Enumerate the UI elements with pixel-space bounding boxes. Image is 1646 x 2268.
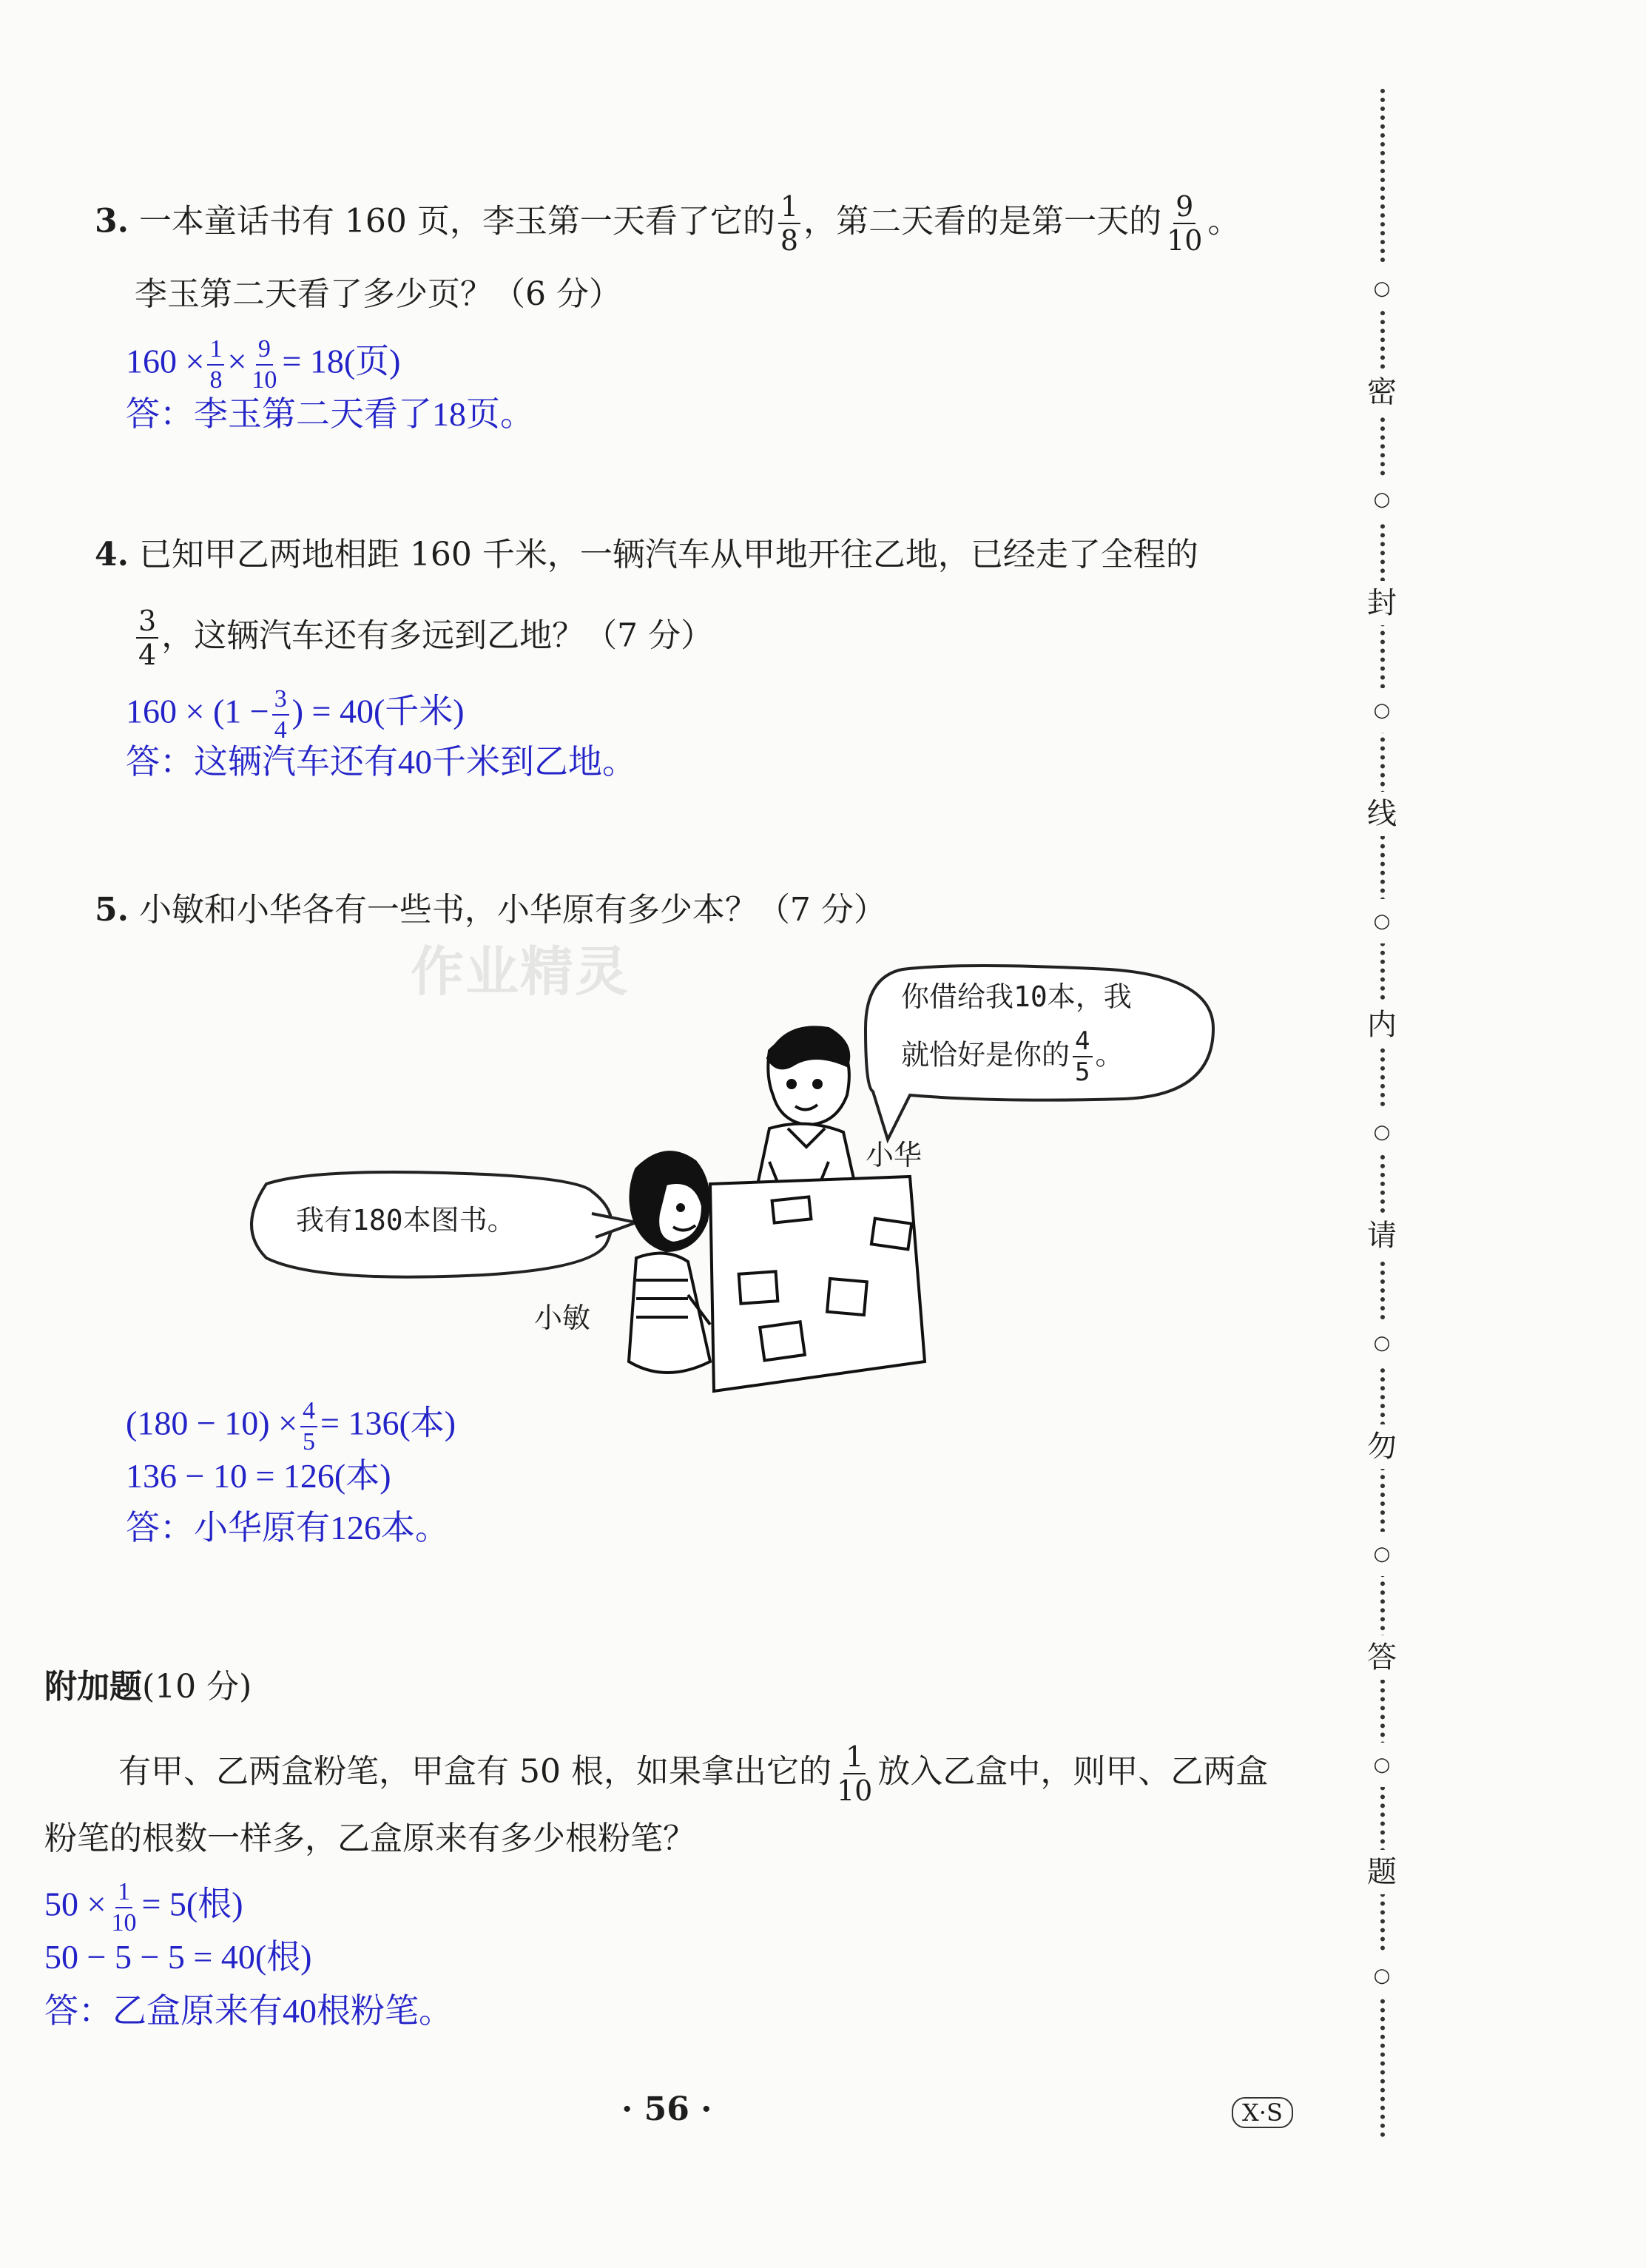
margin-circle-5: ○ xyxy=(1360,1110,1404,1154)
q3-answer-fraction-1: $\frac{1}{8}$ xyxy=(207,337,224,393)
margin-char-3: 线 xyxy=(1360,792,1404,836)
margin-char-8: 题 xyxy=(1360,1850,1404,1894)
edition-mark: X·S xyxy=(1232,2097,1293,2128)
q3-text-end: 。 xyxy=(1207,202,1241,240)
xiaomin-figure xyxy=(629,1152,710,1373)
q4-answer-text: 答：这辆汽车还有40千米到乙地。 xyxy=(126,743,636,781)
margin-char-2: 封 xyxy=(1360,581,1404,625)
watermark: 作业精灵 xyxy=(411,940,630,1003)
q4-number: 4. xyxy=(95,536,129,573)
q5-answer-fraction: $\frac{4}{5}$ xyxy=(300,1399,317,1455)
q4-text-a: 已知甲乙两地相距 160 千米，一辆汽车从甲地开往乙地，已经走了全程的 xyxy=(138,536,1198,573)
extra-answer-equation-1: 50 × $\frac{1}{10}$ = 5(根) xyxy=(44,1878,243,1936)
extra-heading-label: 附加题 xyxy=(44,1668,142,1706)
q4-line1 xyxy=(95,533,1198,577)
margin-char-5: 请 xyxy=(1360,1214,1404,1258)
q3-answer-equation: 160 × $\frac{1}{8}$ × $\frac{9}{10}$ = 18(页) xyxy=(126,335,401,394)
extra-answer-equation-2: 50 − 5 − 5 = 40(根) xyxy=(44,1938,312,1976)
name-label-hua: 小华 xyxy=(866,1139,922,1171)
margin-char-7: 答 xyxy=(1360,1635,1404,1680)
extra-points: (10 分) xyxy=(142,1668,252,1706)
q3-line1 xyxy=(95,192,1240,255)
extra-answer-fraction: $\frac{1}{10}$ xyxy=(111,1878,137,1936)
extra-line2: 粉笔的根数一样多，乙盒原来有多少根粉笔？ xyxy=(44,1820,695,1857)
q5-number: 5. xyxy=(95,891,129,929)
extra-heading xyxy=(44,1665,252,1709)
bubble-min: 我有180本图书。 xyxy=(296,1204,516,1236)
extra-answer-text: 答：乙盒原来有40根粉笔。 xyxy=(44,1992,453,2030)
q5-text: 小敏和小华各有一些书，小华原有多少本？（7 分） xyxy=(138,891,886,929)
q4-text-b: ，这辆汽车还有多远到乙地？（7 分） xyxy=(161,616,714,655)
q3-fraction-2: $\frac{9}{10}$ xyxy=(1167,190,1203,257)
margin-circle-3: ○ xyxy=(1360,688,1404,733)
margin-circle-9: ○ xyxy=(1360,1954,1404,1998)
q3-number: 3. xyxy=(95,202,129,240)
q3-answer-text: 答：李玉第二天看了18页。 xyxy=(126,395,534,433)
margin-circle-8: ○ xyxy=(1360,1743,1404,1787)
q5-answer-text: 答：小华原有126本。 xyxy=(126,1509,449,1547)
bubble-hua-line2: 就恰好是你的 $\frac{4}{5}$ 。 xyxy=(901,1026,1124,1087)
q5-answer-equation-1: (180 − 10) × $\frac{4}{5}$ = 136(本) xyxy=(126,1397,456,1456)
margin-circle-6: ○ xyxy=(1360,1321,1404,1365)
margin-circle-7: ○ xyxy=(1360,1532,1404,1576)
margin-circle-1: ○ xyxy=(1360,266,1404,311)
q3-fraction-1: $\frac{1}{8}$ xyxy=(778,192,800,255)
q3-text-b: ，第二天看的是第一天的 xyxy=(803,202,1162,240)
q4-answer-equation: 160 × (1 − $\frac{3}{4}$ ) = 40(千米) xyxy=(126,685,465,744)
q5-answer-equation-2: 136 − 10 = 126(本) xyxy=(126,1457,391,1495)
extra-fraction: $\frac{1}{10}$ xyxy=(836,1740,873,1807)
q3-line2: 李玉第二天看了多少页？（6 分） xyxy=(135,275,621,313)
page-number: · 56 · xyxy=(621,2090,712,2128)
q4-line2 xyxy=(133,607,713,669)
q5-line1 xyxy=(95,888,886,932)
q4-answer-fraction: $\frac{3}{4}$ xyxy=(272,687,289,743)
bubble-hua-fraction: $\frac{4}{5}$ xyxy=(1073,1029,1092,1085)
table-with-books xyxy=(710,1177,925,1391)
q4-fraction: $\frac{3}{4}$ xyxy=(136,607,158,669)
margin-char-6: 勿 xyxy=(1360,1424,1404,1469)
extra-line1: 有甲、乙两盒粉笔，甲盒有 50 根，如果拿出它的 $\frac{1}{10}$ 放入乙盒中，则甲、乙两盒 xyxy=(118,1740,1269,1807)
margin-circle-4: ○ xyxy=(1360,899,1404,943)
xiaohua-figure xyxy=(755,1027,858,1199)
bubble-hua-line1: 你借给我10本，我 xyxy=(901,980,1132,1013)
margin-char-4: 内 xyxy=(1360,1003,1404,1047)
q3-text-a: 一本童话书有 160 页，李玉第一天看了它的 xyxy=(138,202,775,240)
margin-char-1: 密 xyxy=(1360,370,1404,414)
q3-answer-fraction-2: $\frac{9}{10}$ xyxy=(252,335,277,394)
margin-circle-2: ○ xyxy=(1360,477,1404,522)
name-label-min: 小敏 xyxy=(534,1302,591,1334)
